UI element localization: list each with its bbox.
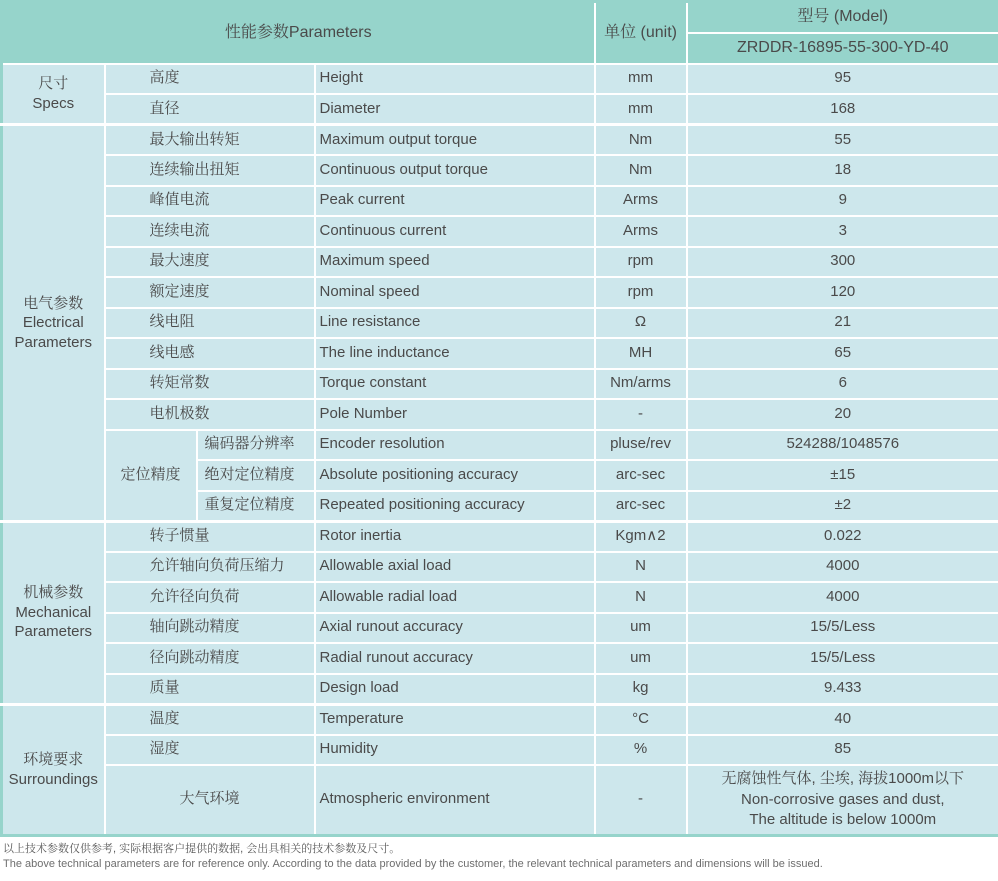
unit-cell: Ω [595, 308, 687, 339]
param-cn-cell: 最大速度 [105, 247, 315, 278]
value-cell: 4000 [687, 552, 998, 583]
group-cell-mechanical [2, 521, 105, 704]
param-en-cell: Peak current [315, 186, 595, 217]
value-cell: 55 [687, 125, 998, 156]
unit-cell: mm [595, 64, 687, 95]
param-cn-cell: 大气环境 [105, 765, 315, 835]
table-row [2, 64, 998, 95]
unit-cell: °C [595, 704, 687, 735]
unit-cell: um [595, 613, 687, 644]
unit-cell: mm [595, 94, 687, 125]
param-en-cell: Allowable axial load [315, 552, 595, 583]
parameters-header: 性能参数Parameters [2, 2, 595, 64]
group-cell-electrical [2, 125, 105, 522]
unit-cell: Kgm∧2 [595, 521, 687, 552]
value-cell: ±15 [687, 460, 998, 491]
group-label-en: Electrical Parameters [14, 314, 93, 351]
param-en-cell: Continuous output torque [315, 155, 595, 186]
param-en-cell: Atmospheric environment [315, 765, 595, 835]
param-en-cell: Pole Number [315, 399, 595, 430]
value-cell: 524288/1048576 [687, 430, 998, 461]
param-en-cell: Encoder resolution [315, 430, 595, 461]
table-row [2, 216, 998, 247]
table-row [2, 643, 998, 674]
table-row [2, 674, 998, 705]
param-cn-cell: 直径 [105, 94, 315, 125]
group-label-cn: 环境要求 [23, 751, 84, 768]
unit-cell: um [595, 643, 687, 674]
param-en-cell: Radial runout accuracy [315, 643, 595, 674]
param-cn-cell: 额定速度 [105, 277, 315, 308]
unit-cell: Nm [595, 125, 687, 156]
model-header: 型号 (Model) [687, 2, 998, 33]
group-cell-specs [2, 64, 105, 125]
model-number: ZRDDR-16895-55-300-YD-40 [687, 33, 998, 64]
param-cn-cell: 质量 [105, 674, 315, 705]
value-cell: 120 [687, 277, 998, 308]
param-en-cell: Temperature [315, 704, 595, 735]
param-en-cell: Height [315, 64, 595, 95]
value-cell: 15/5/Less [687, 643, 998, 674]
table-row [2, 704, 998, 735]
table-row [2, 369, 998, 400]
value-cell: 18 [687, 155, 998, 186]
table-header-row [2, 2, 998, 33]
unit-cell: Nm [595, 155, 687, 186]
param-cn-cell: 允许轴向负荷压缩力 [105, 552, 315, 583]
table-row [2, 430, 998, 461]
value-cell: ±2 [687, 491, 998, 522]
param-cn-cell: 径向跳动精度 [105, 643, 315, 674]
param-en-cell: Maximum output torque [315, 125, 595, 156]
value-cell: 15/5/Less [687, 613, 998, 644]
param-en-cell: Humidity [315, 735, 595, 766]
table-row [2, 277, 998, 308]
value-cell: 3 [687, 216, 998, 247]
value-cell: 95 [687, 64, 998, 95]
unit-cell: Arms [595, 216, 687, 247]
table-row [2, 247, 998, 278]
param-en-cell: Absolute positioning accuracy [315, 460, 595, 491]
param-cn-cell: 温度 [105, 704, 315, 735]
value-line: 无腐蚀性气体, 尘埃, 海拔1000m以下 [721, 770, 965, 788]
unit-cell: arc-sec [595, 460, 687, 491]
unit-cell: arc-sec [595, 491, 687, 522]
param-cn-cell: 连续输出扭矩 [105, 155, 315, 186]
value-cell: 6 [687, 369, 998, 400]
param-cn-cell: 电机极数 [105, 399, 315, 430]
table-row [2, 186, 998, 217]
param-en-cell: Axial runout accuracy [315, 613, 595, 644]
value-line: Non-corrosive gases and dust, [741, 790, 945, 808]
table-row [2, 125, 998, 156]
param-en-cell: Repeated positioning accuracy [315, 491, 595, 522]
positioning-group-cell: 定位精度 [105, 430, 197, 522]
unit-cell: Nm/arms [595, 369, 687, 400]
group-label-en: Surroundings [8, 770, 98, 788]
table-row [2, 308, 998, 339]
table-row [2, 735, 998, 766]
param-en-cell: Nominal speed [315, 277, 595, 308]
value-cell: 40 [687, 704, 998, 735]
value-cell: 85 [687, 735, 998, 766]
param-cn-cell: 重复定位精度 [197, 491, 315, 522]
table-row [2, 613, 998, 644]
value-cell: 21 [687, 308, 998, 339]
value-cell: 9 [687, 186, 998, 217]
table-row [2, 521, 998, 552]
param-cn-cell: 线电感 [105, 338, 315, 369]
footnote [3, 842, 995, 873]
table-row [2, 582, 998, 613]
value-cell: 4000 [687, 582, 998, 613]
unit-cell: rpm [595, 277, 687, 308]
param-cn-cell: 湿度 [105, 735, 315, 766]
unit-cell: kg [595, 674, 687, 705]
param-en-cell: Maximum speed [315, 247, 595, 278]
param-cn-cell: 允许径向负荷 [105, 582, 315, 613]
table-row [2, 155, 998, 186]
param-en-cell: Design load [315, 674, 595, 705]
param-en-cell: Allowable radial load [315, 582, 595, 613]
unit-cell: rpm [595, 247, 687, 278]
param-cn-cell: 最大输出转矩 [105, 125, 315, 156]
param-cn-cell: 连续电流 [105, 216, 315, 247]
value-cell: 168 [687, 94, 998, 125]
value-cell: 65 [687, 338, 998, 369]
param-en-cell: The line inductance [315, 338, 595, 369]
unit-cell: MH [595, 338, 687, 369]
param-cn-cell: 绝对定位精度 [197, 460, 315, 491]
param-en-cell: Rotor inertia [315, 521, 595, 552]
param-cn-cell: 线电阻 [105, 308, 315, 339]
group-label-en: Mechanical Parameters [14, 603, 93, 641]
unit-cell: N [595, 582, 687, 613]
table-row [2, 94, 998, 125]
unit-cell: - [595, 399, 687, 430]
param-cn-cell: 峰值电流 [105, 186, 315, 217]
footnote-cn: 以上技术参数仅供参考, 实际根据客户提供的数据, 会出具相关的技术参数及尺寸。 [3, 842, 401, 855]
group-label-cn: 尺寸 [38, 75, 69, 93]
value-cell [687, 765, 998, 835]
unit-header: 单位 (unit) [595, 2, 687, 64]
table-row [2, 552, 998, 583]
param-cn-cell: 高度 [105, 64, 315, 95]
footnote-en: The above technical parameters are for reference only. According to the data provided by the customer, the relevant technical parameters and dimensions will be issued. [3, 857, 823, 870]
value-cell: 9.433 [687, 674, 998, 705]
param-en-cell: Continuous current [315, 216, 595, 247]
value-cell: 20 [687, 399, 998, 430]
param-en-cell: Line resistance [315, 308, 595, 339]
param-cn-cell: 转矩常数 [105, 369, 315, 400]
value-cell: 0.022 [687, 521, 998, 552]
table-row [2, 338, 998, 369]
value-line: The altitude is below 1000m [749, 810, 937, 828]
param-en-cell: Torque constant [315, 369, 595, 400]
group-label-cn: 电气参数 [23, 294, 84, 312]
unit-cell: N [595, 552, 687, 583]
param-en-cell: Diameter [315, 94, 595, 125]
unit-cell: pluse/rev [595, 430, 687, 461]
param-cn-cell: 转子惯量 [105, 521, 315, 552]
group-cell-surroundings [2, 704, 105, 835]
unit-cell: Arms [595, 186, 687, 217]
param-cn-cell: 编码器分辨率 [197, 430, 315, 461]
unit-cell: - [595, 765, 687, 835]
value-cell: 300 [687, 247, 998, 278]
param-cn-cell: 轴向跳动精度 [105, 613, 315, 644]
unit-cell: % [595, 735, 687, 766]
table-row [2, 399, 998, 430]
table-row [2, 765, 998, 835]
group-label-cn: 机械参数 [23, 584, 84, 602]
group-label-en: Specs [32, 94, 75, 112]
